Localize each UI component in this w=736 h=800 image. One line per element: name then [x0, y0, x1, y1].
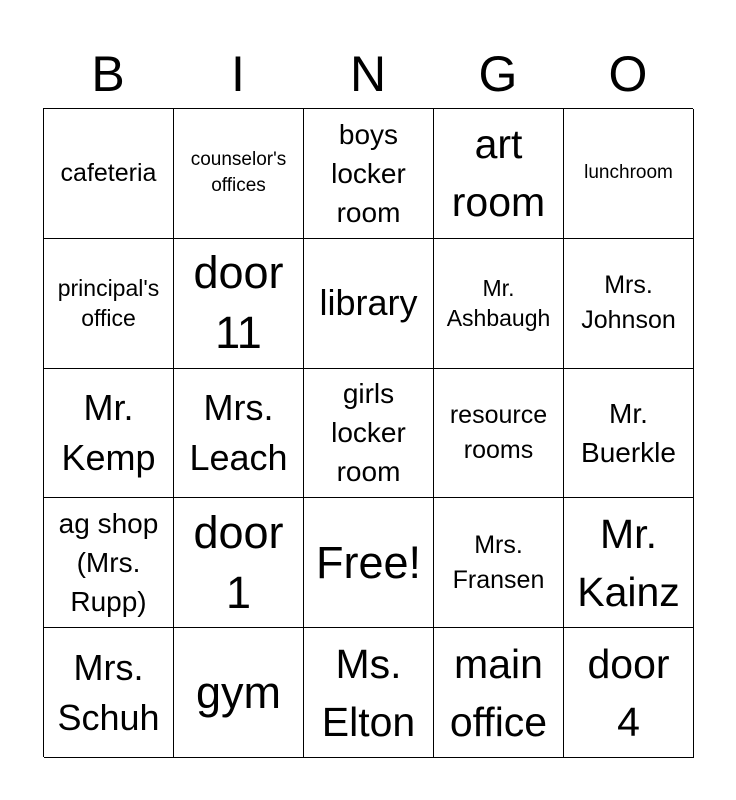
cell-label: girls locker room — [331, 378, 406, 488]
bingo-cell[interactable] — [434, 498, 564, 628]
bingo-cell[interactable] — [564, 369, 694, 499]
bingo-cell[interactable] — [44, 239, 174, 369]
header-letter-i: I — [231, 46, 245, 102]
bingo-header — [43, 40, 693, 108]
bingo-cell[interactable] — [174, 628, 304, 758]
bingo-cell[interactable] — [434, 628, 564, 758]
cell-label: resource rooms — [449, 400, 548, 464]
cell-label: library — [319, 282, 418, 324]
header-letter-n: N — [349, 46, 387, 102]
bingo-cell[interactable] — [44, 369, 174, 499]
cell-label: boys locker room — [331, 118, 406, 228]
cell-label: door 4 — [587, 640, 670, 745]
bingo-cell[interactable] — [564, 239, 694, 369]
cell-label: art room — [451, 121, 546, 226]
bingo-cell[interactable] — [564, 628, 694, 758]
cell-label: Mr. Buerkle — [581, 397, 676, 468]
cell-label: Mr. Kemp — [61, 386, 156, 478]
cell-label: principal's office — [57, 275, 160, 332]
cell-label: Mrs. Fransen — [452, 530, 545, 594]
cell-label: gym — [195, 666, 281, 718]
cell-label: Mr. Kainz — [577, 510, 680, 615]
free-space-label: Free! — [315, 536, 422, 588]
bingo-cell[interactable] — [564, 498, 694, 628]
bingo-cell[interactable] — [44, 628, 174, 758]
bingo-cell[interactable] — [434, 239, 564, 369]
cell-label: Mrs. Leach — [189, 386, 288, 478]
bingo-cell[interactable] — [174, 239, 304, 369]
cell-label: door 11 — [193, 247, 284, 359]
bingo-cell[interactable] — [304, 109, 434, 239]
bingo-cell[interactable] — [44, 498, 174, 628]
bingo-cell[interactable] — [174, 369, 304, 499]
bingo-cell[interactable] — [434, 109, 564, 239]
bingo-cell[interactable] — [564, 109, 694, 239]
cell-label: Mr. Ashbaugh — [446, 275, 551, 332]
header-letter-o: O — [608, 46, 648, 102]
cell-label: main office — [449, 640, 548, 745]
bingo-cell[interactable] — [304, 239, 434, 369]
bingo-grid — [43, 108, 693, 757]
cell-label: counselor's offices — [190, 149, 287, 197]
cell-label: cafeteria — [60, 158, 157, 187]
cell-label: door 1 — [193, 506, 284, 618]
bingo-cell[interactable] — [434, 369, 564, 499]
bingo-cell[interactable] — [174, 109, 304, 239]
header-letter-b: B — [91, 46, 125, 102]
cell-label: lunchroom — [584, 162, 673, 184]
bingo-cell[interactable] — [304, 628, 434, 758]
bingo-free-cell[interactable] — [304, 498, 434, 628]
cell-label: Mrs. Schuh — [57, 646, 160, 738]
bingo-cell[interactable] — [174, 498, 304, 628]
cell-label: Ms. Elton — [321, 640, 416, 745]
bingo-cell[interactable] — [304, 369, 434, 499]
cell-label: ag shop (Mrs. Rupp) — [58, 508, 159, 618]
header-letter-g: G — [478, 46, 518, 102]
cell-label: Mrs. Johnson — [581, 271, 676, 335]
bingo-cell[interactable] — [44, 109, 174, 239]
